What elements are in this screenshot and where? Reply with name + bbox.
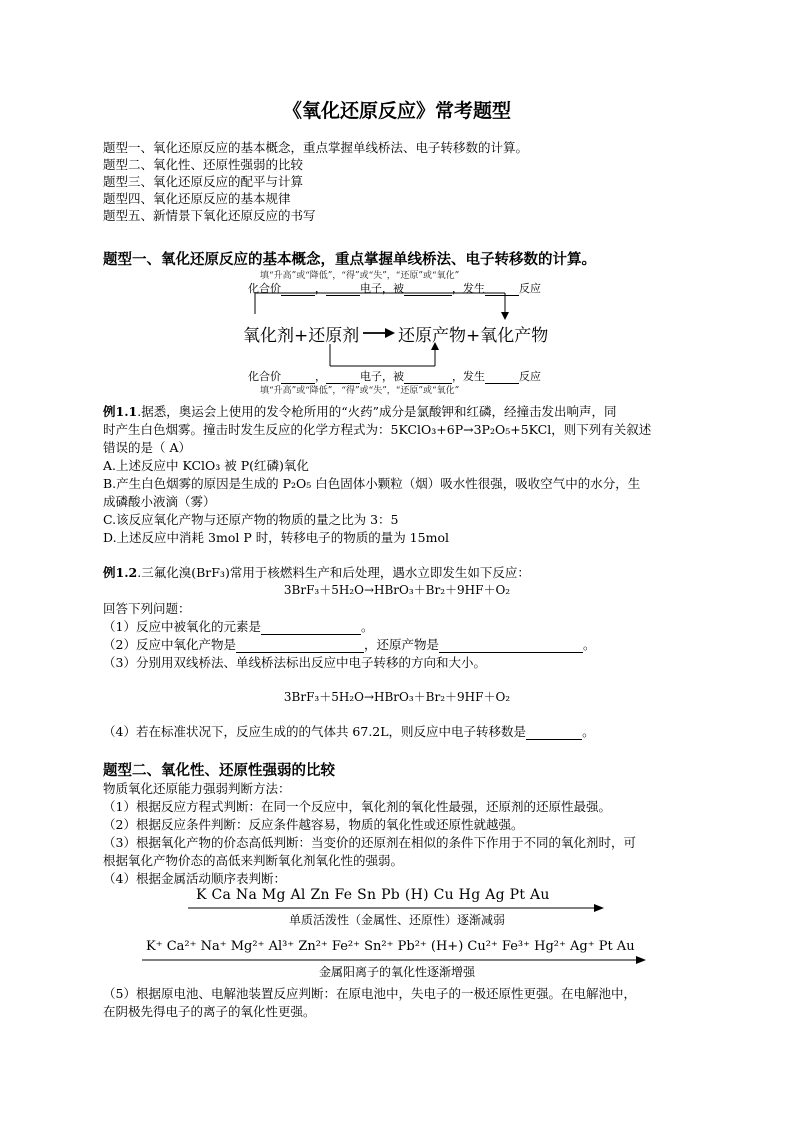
example1-text-1: .据悉，奥运会上使用的发令枪所用的“火药”成分是氯酸钾和红磷，经撞击发出响声，同 (137, 404, 617, 419)
question-1 (103, 617, 373, 635)
row-bottom-e: 反应 (519, 370, 541, 383)
blank[interactable] (485, 371, 519, 384)
page-title: 《氧化还原反应》常考题型 (282, 100, 511, 122)
diagram-hint-top: 填“升高”或“降低”，“得”或“失”，“还原”或“氧化” (260, 271, 460, 281)
diagram-row-bottom (248, 368, 541, 384)
row-top-c: 电子，被 (360, 282, 404, 295)
metal-series-caption: 单质活泼性（金属性、还原性）逐渐减弱 (288, 913, 505, 927)
example1-line-1 (103, 402, 617, 420)
equation-right: 还原产物+氧化产物 (398, 326, 549, 346)
example2-label: 例1.2 (103, 565, 138, 580)
example1-line-2: 时产生白色烟雾。撞击时发生反应的化学方程式为：5KClO₃+6P→3P₂O₅+5KCl，则下列有关叙述 (103, 422, 652, 437)
option-c: C.该反应氧化产物与还原产物的物质的量之比为 3：5 (103, 512, 399, 527)
row-top-e: 反应 (519, 282, 541, 295)
question-2-end: 。 (582, 637, 596, 652)
row-bottom-a: 化合价 (248, 370, 281, 383)
option-b-cont: 成磷酸小液滴（雾） (103, 494, 216, 509)
question-1-text: （1）反应中被氧化的元素是 (103, 619, 261, 634)
row-bottom-d: ，发生 (452, 370, 485, 383)
example1-line-3: 错误的是（ A） (103, 440, 192, 455)
question-4 (103, 722, 595, 740)
section1-heading: 题型一、氧化还原反应的基本概念，重点掌握单线桥法、电子转移数的计算。 (103, 251, 596, 268)
row-bottom-c: 电子，被 (360, 370, 404, 383)
toc-item-3: 题型三、氧化还原反应的配平与计算 (103, 174, 304, 189)
toc-item-1: 题型一、氧化还原反应的基本概念，重点掌握单线桥法、电子转移数的计算。 (103, 140, 529, 155)
option-b: B.产生白色烟雾的原因是生成的 P₂O₅ 白色固体小颗粒（烟）吸水性很强，吸收空气中的水分，生 (103, 476, 641, 491)
question-2-text-b: ，还原产物是 (363, 637, 439, 652)
answer-blank[interactable] (261, 622, 361, 635)
row-top-a: 化合价 (248, 282, 281, 295)
answer-blank[interactable] (439, 640, 583, 653)
method-4: （4）根据金属活动顺序表判断： (103, 871, 286, 886)
ion-series: K⁺ Ca²⁺ Na⁺ Mg²⁺ Al³⁺ Zn²⁺ Fe²⁺ Sn²⁺ Pb²⁺ (H+) Cu²⁺ Fe³⁺ Hg²⁺ Ag⁺ Pt Au (146, 939, 635, 954)
example2-equation: 3BrF₃＋5H₂O→HBrO₃＋Br₂＋9HF＋O₂ (283, 583, 511, 597)
equation-left: 氧化剂+还原剂 (243, 326, 360, 346)
diagram-hint-bottom: 填“升高”或“降低”，“得”或“失”，“还原”或“氧化” (260, 386, 460, 396)
example1-label: 例1.1 (103, 404, 138, 419)
question-2-text-a: （2）反应中氧化产物是 (103, 637, 236, 652)
option-a: A.上述反应中 KClO₃ 被 P(红磷)氧化 (103, 458, 309, 473)
method-1: （1）根据反应方程式判断：在同一个反应中，氧化剂的氧化性最强，还原剂的还原性最强。 (103, 799, 611, 814)
option-d: D.上述反应中消耗 3mol P 时，转移电子的物质的量为 15mol (103, 530, 449, 545)
row-top-b: ， (315, 282, 326, 295)
toc-item-2: 题型二、氧化性、还原性强弱的比较 (103, 157, 304, 172)
question-2 (103, 635, 596, 653)
example2-equation-2: 3BrF₃＋5H₂O→HBrO₃＋Br₂＋9HF＋O₂ (283, 690, 511, 704)
answer-blank[interactable] (526, 727, 582, 740)
method-3: （3）根据氧化产物的价态高低判断：当变价的还原剂在相似的条件下作用于不同的氧化剂时，可 (103, 835, 636, 850)
question-4-end: 。 (582, 724, 595, 739)
row-top-d: ，发生 (452, 282, 485, 295)
toc-item-4: 题型四、氧化还原反应的基本规律 (103, 191, 291, 206)
question-3: （3）分别用双线桥法、单线桥法标出反应中电子转移的方向和大小。 (103, 655, 486, 670)
section2-heading: 题型二、氧化性、还原性强弱的比较 (103, 762, 335, 779)
ion-series-caption: 金属阳离子的氧化性逐渐增强 (318, 965, 475, 979)
method-5-cont: 在阴极先得电子的离子的氧化性更强。 (103, 1004, 316, 1019)
example2-intro-text: .三氟化溴(BrF₃)常用于核燃料生产和后处理，遇水立即发生如下反应： (137, 565, 530, 580)
method-5: （5）根据原电池、电解池装置反应判断：在原电池中，失电子的一极还原性更强。在电解池中， (103, 986, 636, 1001)
row-bottom-b: ， (315, 370, 326, 383)
question-4-text: （4）若在标准状况下，反应生成的的气体共 67.2L，则反应中电子转移数是 (103, 724, 527, 739)
question-1-end: 。 (360, 619, 374, 634)
example2-intro (103, 563, 530, 581)
method-2: （2）根据反应条件判断：反应条件越容易，物质的氧化性或还原性就越强。 (103, 817, 524, 832)
section2-intro: 物质氧化还原能力强弱判断方法： (103, 781, 291, 796)
answer-blank[interactable] (236, 640, 364, 653)
metal-activity-series: K Ca Na Mg Al Zn Fe Sn Pb (H) Cu Hg Ag Pt Au (196, 887, 550, 903)
toc-item-5: 题型五、新情景下氧化还原反应的书写 (103, 208, 316, 223)
example2-prompt: 回答下列问题： (103, 601, 191, 616)
method-3-cont: 根据氧化产物价态的高低来判断氧化剂氧化性的强弱。 (103, 853, 404, 868)
